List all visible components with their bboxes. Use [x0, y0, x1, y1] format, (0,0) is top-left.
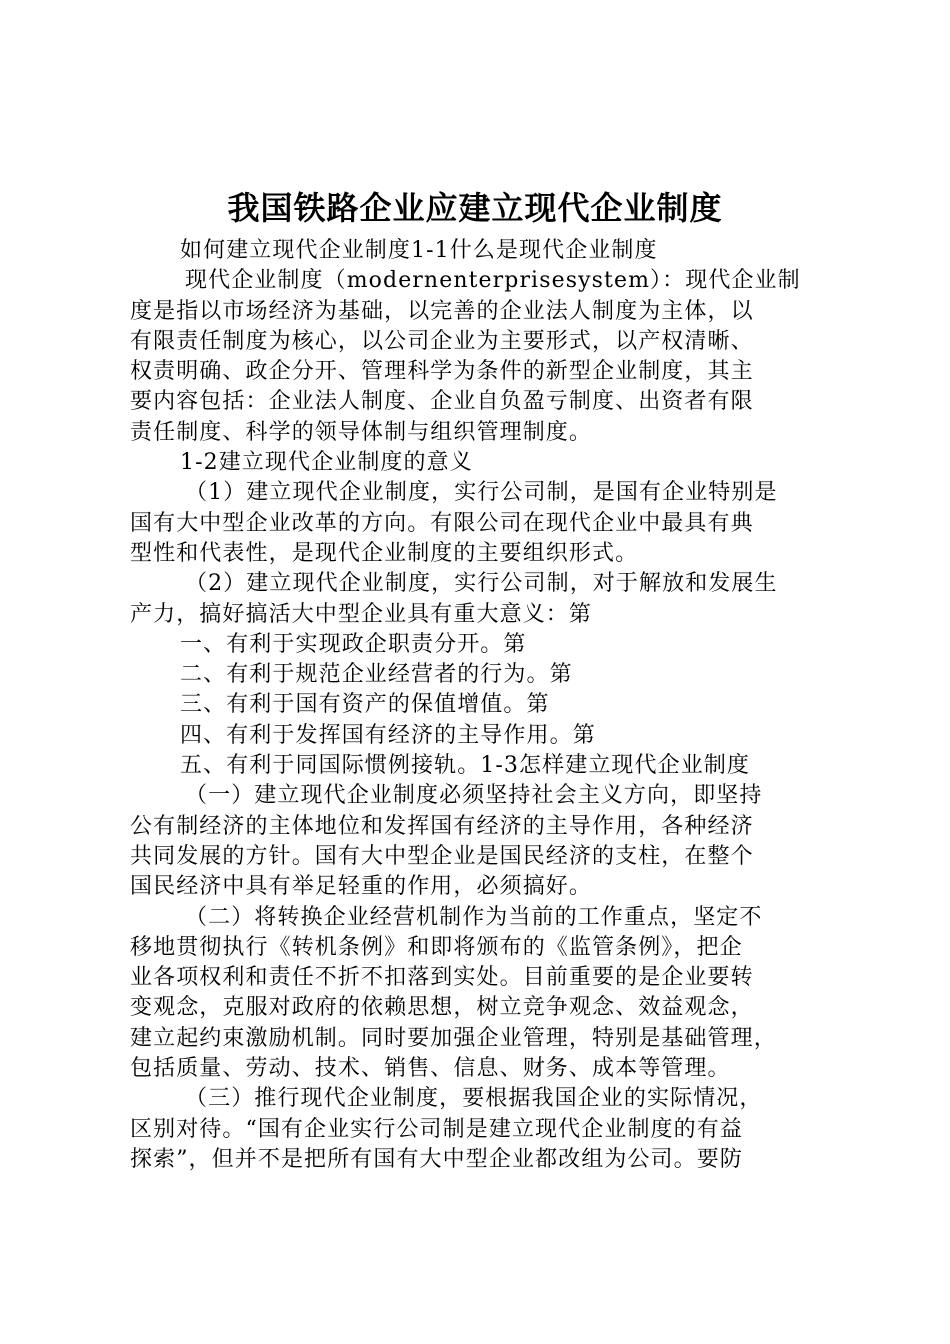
body-line: 国民经济中具有举足轻重的作用，必须搞好。 — [130, 874, 593, 900]
body-line: （2）建立现代企业制度，实行公司制，对于解放和发展生 — [185, 571, 778, 597]
body-line: 产力，搞好搞活大中型企业具有重大意义：第 — [130, 601, 593, 627]
body-line: 型性和代表性，是现代企业制度的主要组织形式。 — [130, 540, 639, 566]
body-line: 现代企业制度（modernenterprisesystem）：现代企业制 — [185, 268, 801, 294]
body-line: 四、有利于发挥国有经济的主导作用。第 — [180, 722, 596, 748]
body-line: 探索”，但并不是把所有国有大中型企业都改组为公司。要防 — [130, 1146, 743, 1172]
body-line: 五、有利于同国际惯例接轨。1-3怎样建立现代企业制度 — [180, 753, 751, 779]
body-line: （1）建立现代企业制度，实行公司制，是国有企业特别是 — [185, 480, 778, 506]
body-line: （一）建立现代企业制度必须坚持社会主义方向，即坚持 — [185, 783, 763, 809]
body-line: 1-2建立现代企业制度的意义 — [180, 450, 473, 476]
body-line: （三）推行现代企业制度，要根据我国企业的实际情况， — [185, 1086, 763, 1112]
body-line: 如何建立现代企业制度1-1什么是现代企业制度 — [180, 238, 658, 263]
body-line: 三、有利于国有资产的保值增值。第 — [180, 692, 550, 718]
body-line: 共同发展的方针。国有大中型企业是国民经济的支柱，在整个 — [130, 843, 754, 869]
body-line: （二）将转换企业经营机制作为当前的工作重点，坚定不 — [185, 904, 763, 930]
document-body — [130, 236, 830, 1175]
body-line: 建立起约束激励机制。同时要加强企业管理，特别是基础管理， — [130, 1025, 777, 1051]
body-line: 二、有利于规范企业经营者的行为。第 — [180, 662, 573, 688]
body-line: 移地贯彻执行《转机条例》和即将颁布的《监管条例》，把企 — [130, 934, 743, 960]
body-line: 责任制度、科学的领导体制与组织管理制度。 — [130, 419, 593, 445]
document-title: 我国铁路企业应建立现代企业制度 — [227, 189, 723, 227]
body-line: 区别对待。“国有企业实行公司制是建立现代企业制度的有益 — [130, 1116, 743, 1142]
body-line: 度是指以市场经济为基础，以完善的企业法人制度为主体，以 — [130, 298, 754, 324]
body-line: 业各项权利和责任不折不扣落到实处。目前重要的是企业要转 — [130, 965, 754, 991]
body-line: 权责明确、政企分开、管理科学为条件的新型企业制度，其主 — [130, 359, 754, 385]
body-line: 一、有利于实现政企职责分开。第 — [180, 631, 527, 657]
body-line: 包括质量、劳动、技术、销售、信息、财务、成本等管理。 — [130, 1056, 731, 1082]
body-line: 国有大中型企业改革的方向。有限公司在现代企业中最具有典 — [130, 510, 754, 536]
body-line: 变观念，克服对政府的依赖思想，树立竞争观念、效益观念， — [130, 995, 754, 1021]
body-line: 公有制经济的主体地位和发挥国有经济的主导作用，各种经济 — [130, 813, 754, 839]
body-line: 要内容包括：企业法人制度、企业自负盈亏制度、出资者有限 — [130, 389, 754, 415]
body-line: 有限责任制度为核心，以公司企业为主要形式，以产权清晰、 — [130, 328, 754, 354]
